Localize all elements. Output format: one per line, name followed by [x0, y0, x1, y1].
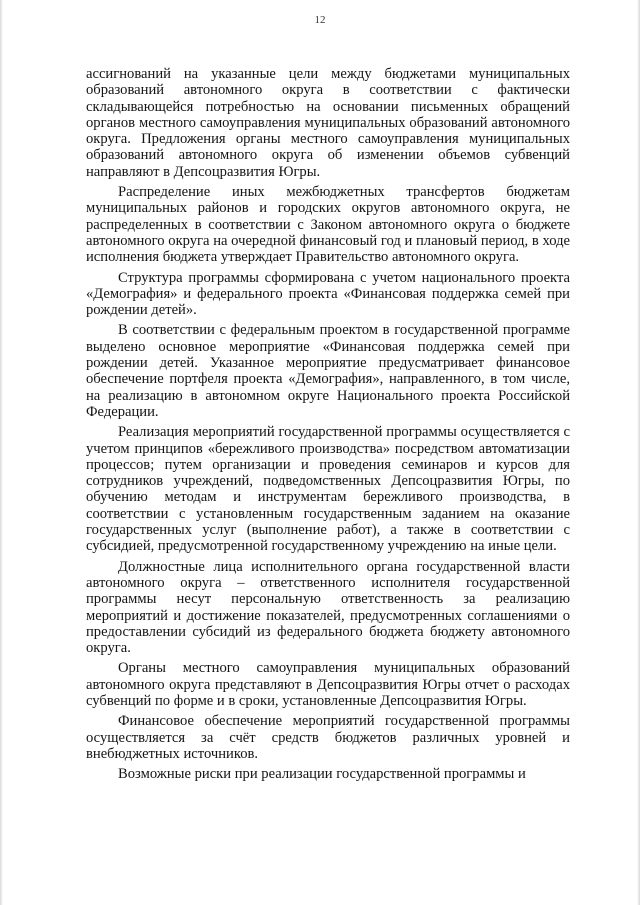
page-number: 12 [314, 14, 326, 26]
paragraph-risks: Возможные риски при реализации государственной программы и [118, 766, 526, 783]
paragraph-continuation: ассигнований на указанные цели между бюджетами муниципальных образований автономного округа в соответствии с фактически складывающейся потребностью на основании письменных обращений органов местного самоуправления муниципальных образований автономного округа. Предложения органы местного самоуправления муниципальных образований автономного округа об изменении объемов субвенций направляют в Депсоцразвития Югры. [86, 66, 570, 180]
paragraph-financing: Финансовое обеспечение мероприятий государственной программы осуществляется за счёт средств бюджетов различных уровней и внебюджетных источников. [86, 713, 570, 762]
paragraph-officials-responsibility: Должностные лица исполнительного органа государственной власти автономного округа – ответственного исполнителя государственной программы несут персональную ответственность за реализацию мероприятий и достижение показателей, предусмотренных соглашениями о предоставлении субсидий из федерального бюджета бюджету автономного округа. [86, 558, 570, 657]
paragraph-program-structure: Структура программы сформирована с учетом национального проекта «Демография» и федерального проекта «Финансовая поддержка семей при рождении детей». [86, 269, 570, 319]
paragraph-federal-project: В соответствии с федеральным проектом в государственной программе выделено основное мероприятие «Финансовая поддержка семей при рождении детей. Указанное мероприятие предусматривает финансовое обеспечение портфеля проекта «Демография», направленного, в том числе, на реализацию в автономном округе Национального проекта Российской Федерации. [86, 322, 570, 420]
paragraph-transfer-distribution: Распределение иных межбюджетных трансфертов бюджетам муниципальных районов и городских округов автономного округа, не распределенных в соответствии с Законом автономного округа о бюджете автономного округа на очередной финансовый год и плановый период, в ходе исполнения бюджета утверждает Правительство автономного округа. [86, 184, 570, 266]
paragraph-lean-production: Реализация мероприятий государственной программы осуществляется с учетом принципов «бережливого производства» посредством автоматизации процессов; путем организации и проведения семинаров и курсов для сотрудников учреждений, подведомственных Депсоцразвития Югры, по обучению методам и инструментам бережливого производства, в соответствии с установленным государственным заданием на оказание государственных услуг (выполнение работ), а также в соответствии с субсидией, предусмотренной государственному учреждению на иные цели. [86, 424, 570, 555]
scan-left-edge [0, 0, 3, 905]
document-body [86, 66, 570, 786]
paragraph-local-reporting: Органы местного самоуправления муниципальных образований автономного округа представляют в Депсоцразвития Югры отчет о расходах субвенций по форме и в сроки, установленные Депсоцразвития Югры. [86, 660, 570, 709]
